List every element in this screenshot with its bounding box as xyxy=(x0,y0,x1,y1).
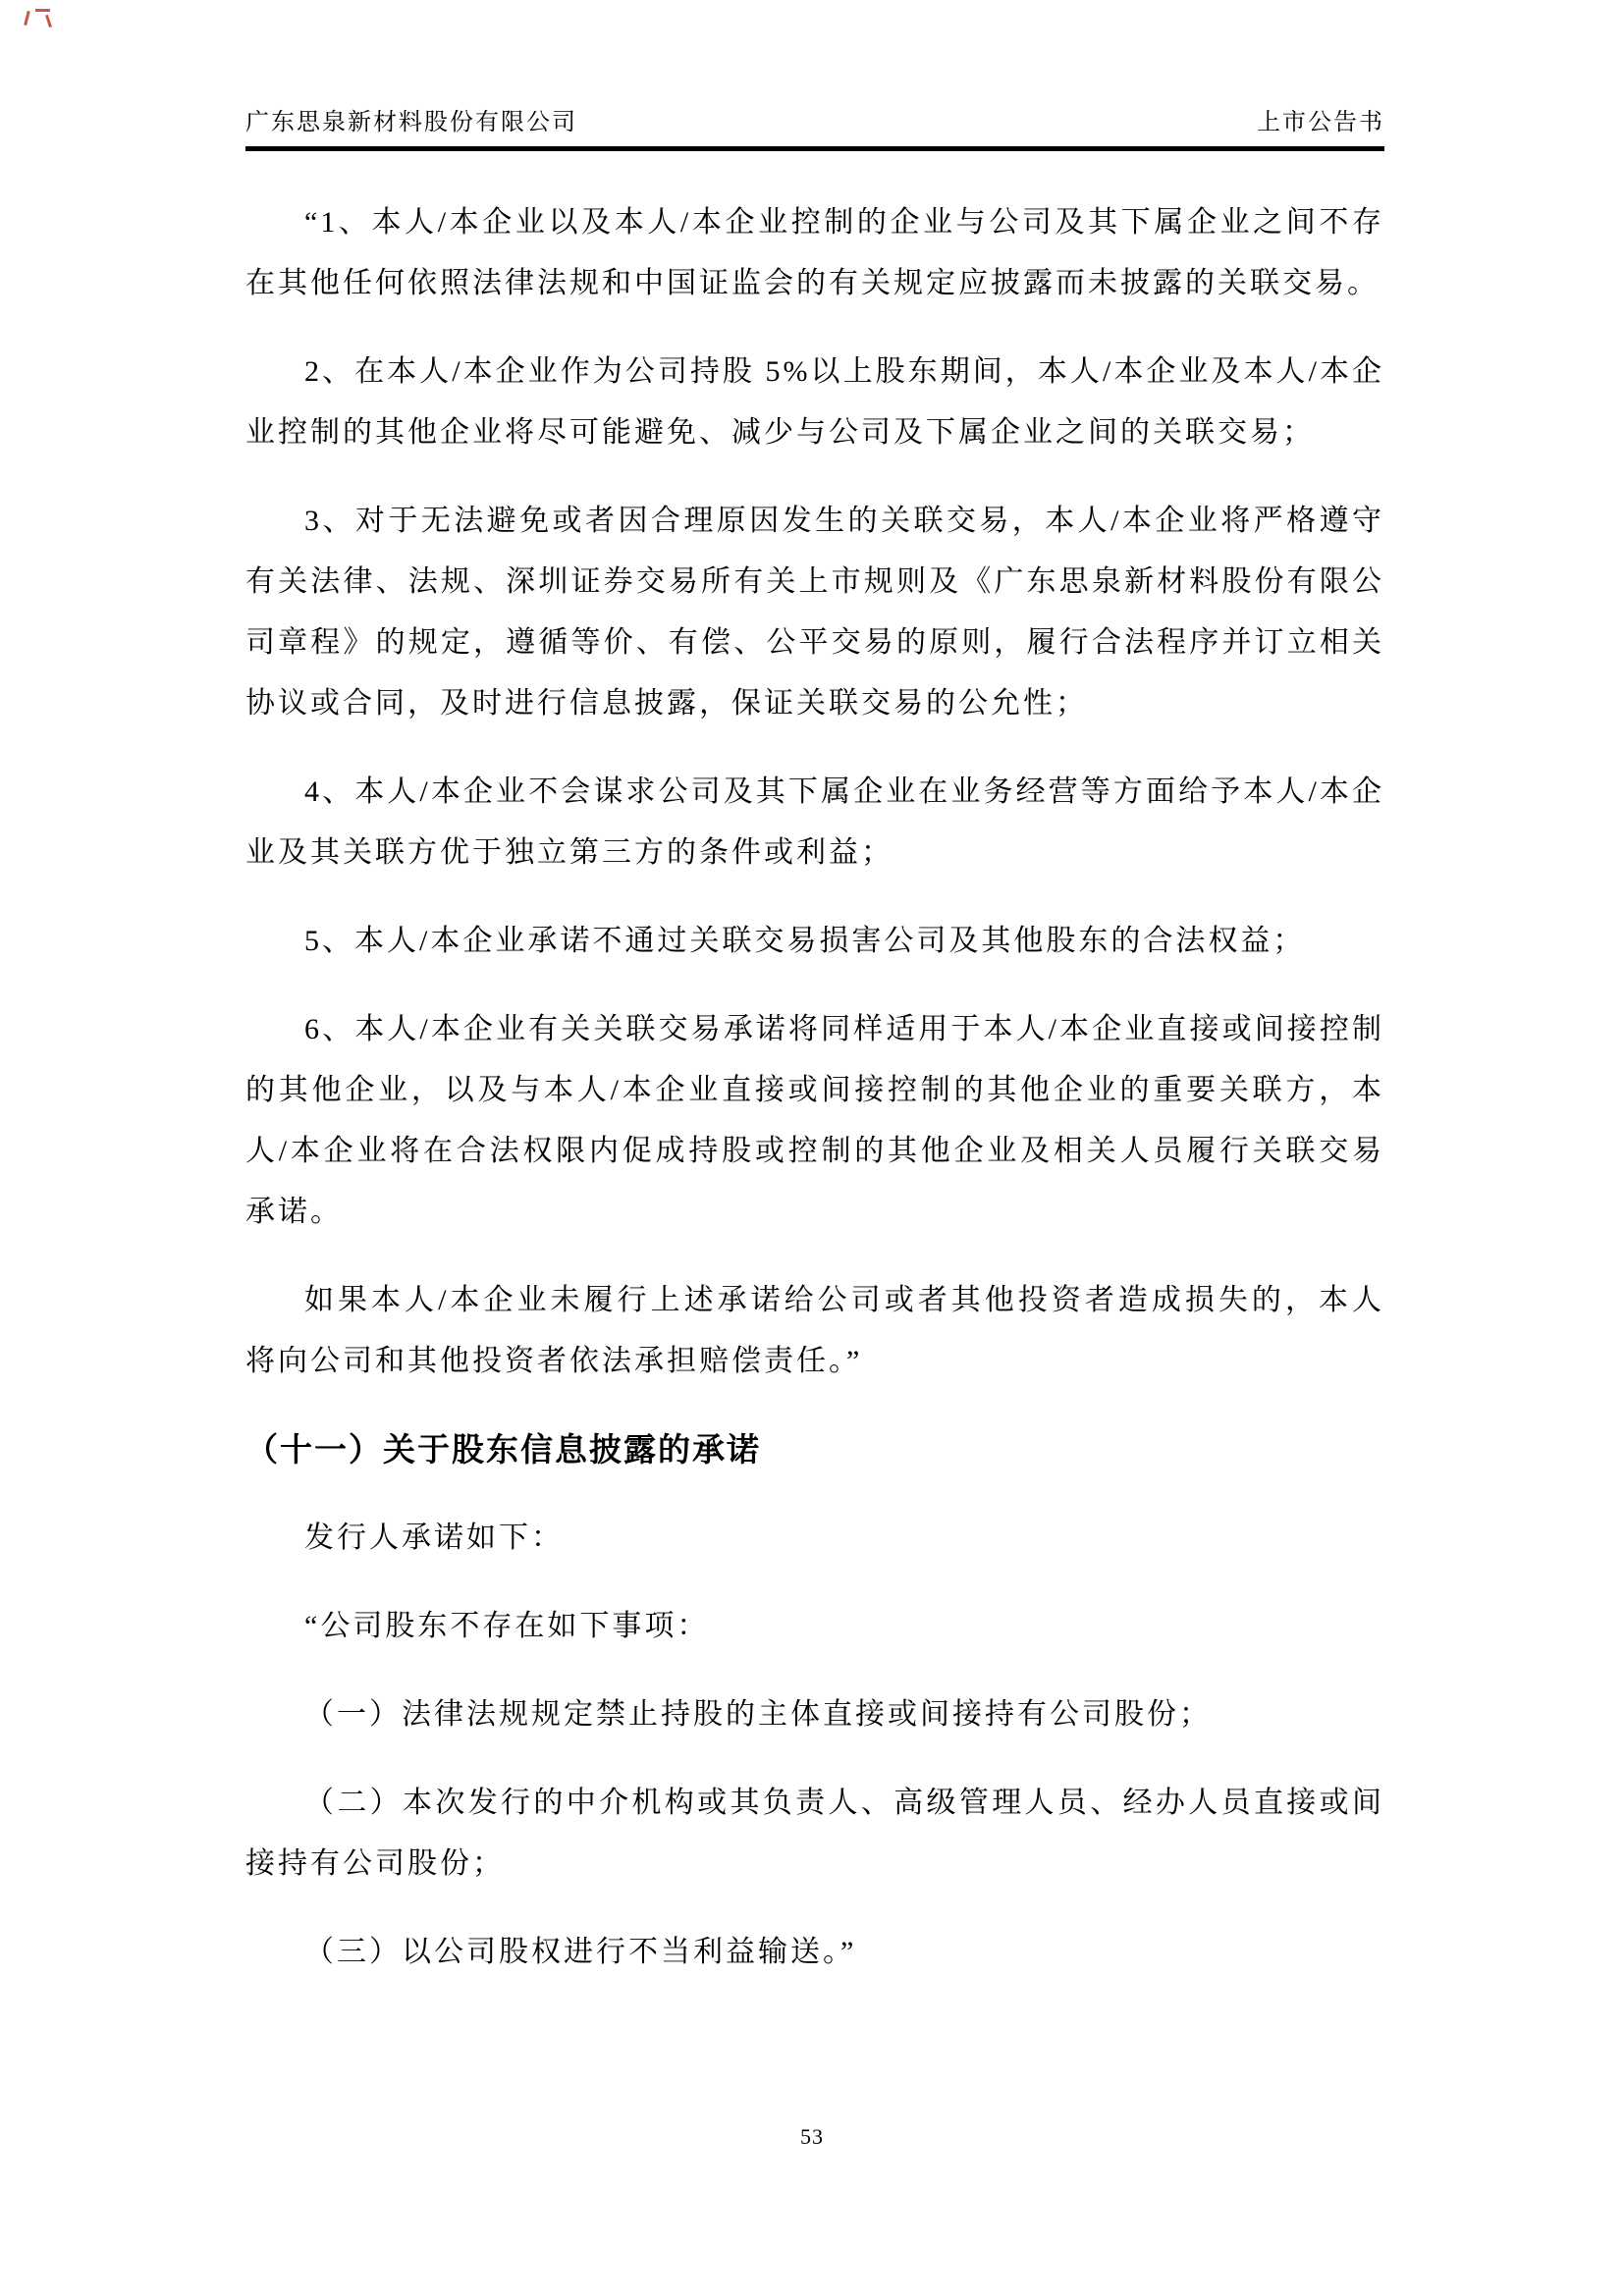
paragraph-commitment-1: “1、本人/本企业以及本人/本企业控制的企业与公司及其下属企业之间不存在其他任何依照法律法规和中国证监会的有关规定应披露而未披露的关联交易。 xyxy=(245,206,1384,299)
paragraph-commitment-4: 4、本人/本企业不会谋求公司及其下属企业在业务经营等方面给予本人/本企业及其关联方优于独立第三方的条件或利益； xyxy=(245,775,1384,869)
red-stroke xyxy=(35,9,50,12)
document-body xyxy=(245,157,1384,2010)
section-heading-shareholder-disclosure: （十一）关于股东信息披露的承诺 xyxy=(245,1431,761,1468)
corner-red-mark-icon xyxy=(24,6,67,31)
header-company-name: 广东思泉新材料股份有限公司 xyxy=(245,110,577,135)
red-stroke xyxy=(45,15,52,27)
paragraph-issuer-commitment-intro: 发行人承诺如下： xyxy=(304,1522,564,1554)
paragraph-item-1: （一）法律法规规定禁止持股的主体直接或间接持有公司股份； xyxy=(304,1698,1212,1731)
paragraph-commitment-3: 3、对于无法避免或者因合理原因发生的关联交易，本人/本企业将严格遵守有关法律、法规、深圳证券交易所有关上市规则及《广东思泉新材料股份有限公司章程》的规定，遵循等价、有偿、公平交易的原则，履行合法程序并订立相关协议或合同，及时进行信息披露，保证关联交易的公允性； xyxy=(245,505,1384,720)
paragraph-no-matters-intro: “公司股东不存在如下事项： xyxy=(304,1610,710,1642)
page-header xyxy=(245,102,1384,151)
paragraph-commitment-6: 6、本人/本企业有关关联交易承诺将同样适用于本人/本企业直接或间接控制的其他企业，以及与本人/本企业直接或间接控制的其他企业的重要关联方，本人/本企业将在合法权限内促成持股或控制的其他企业及相关人员履行关联交易承诺。 xyxy=(245,1013,1384,1228)
page-footer xyxy=(0,2124,1624,2150)
header-doc-title: 上市公告书 xyxy=(1257,110,1384,135)
page-number: 53 xyxy=(800,2124,824,2149)
paragraph-commitment-2: 2、在本人/本企业作为公司持股 5%以上股东期间，本人/本企业及本人/本企业控制的其他企业将尽可能避免、减少与公司及下属企业之间的关联交易； xyxy=(245,355,1384,449)
paragraph-commitment-5: 5、本人/本企业承诺不通过关联交易损害公司及其他股东的合法权益； xyxy=(304,925,1306,957)
red-stroke xyxy=(24,11,30,26)
paragraph-item-2: （二）本次发行的中介机构或其负责人、高级管理人员、经办人员直接或间接持有公司股份； xyxy=(245,1787,1384,1880)
paragraph-item-3: （三）以公司股权进行不当利益输送。” xyxy=(304,1936,857,1968)
paragraph-liability: 如果本人/本企业未履行上述承诺给公司或者其他投资者造成损失的，本人将向公司和其他投资者依法承担赔偿责任。” xyxy=(245,1284,1384,1377)
